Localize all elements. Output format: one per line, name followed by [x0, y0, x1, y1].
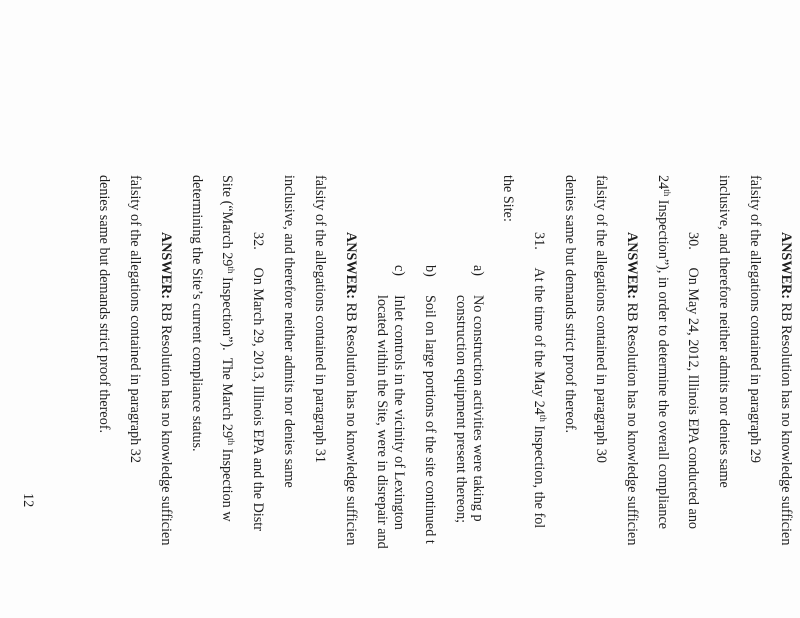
answer-30-line-1: ANSWER: RB Resolution has no knowledge sufficien — [624, 232, 640, 546]
item-b-marker: b) — [422, 265, 438, 277]
answer-32-line-3: denies same but demands strict proof thereof. — [96, 175, 112, 434]
answer-31-line-1: ANSWER: RB Resolution has no knowledge sufficien — [343, 232, 359, 546]
answer-31-line-2: falsity of the allegations contained in paragraph 31 — [312, 175, 328, 463]
paragraph-31-line-2: the Site: — [500, 175, 516, 222]
answer-29-line-3: inclusive, and therefore neither admits nor denies same — [716, 175, 732, 488]
answer-label: ANSWER: — [158, 232, 174, 300]
paragraph-30-line-2: 24th Inspection”), in order to determine the overall compliance — [655, 175, 672, 530]
answer-label: ANSWER: — [778, 232, 794, 300]
answer-30-line-3: denies same but demands strict proof thereof. — [562, 175, 578, 434]
item-a-line-1: No construction activities were taking p — [470, 295, 486, 522]
answer-label: ANSWER: — [624, 232, 640, 300]
item-c-line-1: Inlet controls in the vicinity of Lexington — [391, 295, 407, 530]
paragraph-32-line-1: 32. On March 29, 2013, Illinois EPA and the Distr — [250, 232, 266, 531]
answer-29-line-2: falsity of the allegations contained in paragraph 29 — [747, 175, 763, 463]
item-a-line-2: construction equipment present thereon; — [453, 295, 469, 524]
item-a-marker: a) — [470, 265, 486, 277]
item-c-marker: c) — [391, 265, 407, 277]
answer-32-line-2: falsity of the allegations contained in paragraph 32 — [127, 175, 143, 463]
paragraph-32-line-3: determining the Site’s current compliance status. — [189, 175, 205, 452]
answer-31-line-3: inclusive, and therefore neither admits nor denies same — [281, 175, 297, 488]
page-number: 12 — [20, 493, 36, 508]
item-b-line-1: Soil on large portions of the site continued t — [422, 295, 438, 544]
answer-29-line-1: ANSWER: RB Resolution has no knowledge sufficien — [778, 232, 794, 546]
paragraph-30-line-1: 30. On May 24, 2012, Illinois EPA conducted ano — [685, 232, 701, 530]
paragraph-31-line-1: 31. At the time of the May 24th Inspection, the fol — [531, 232, 548, 529]
item-c-line-2: located within the Site, were in disrepair and — [374, 295, 390, 549]
answer-32-line-1: ANSWER: RB Resolution has no knowledge sufficien — [158, 232, 174, 546]
answer-label: ANSWER: — [343, 232, 359, 300]
paragraph-32-line-2: Site (“March 29th Inspection”). The March 29th Inspection w — [219, 175, 236, 522]
answer-30-line-2: falsity of the allegations contained in paragraph 30 — [593, 175, 609, 463]
